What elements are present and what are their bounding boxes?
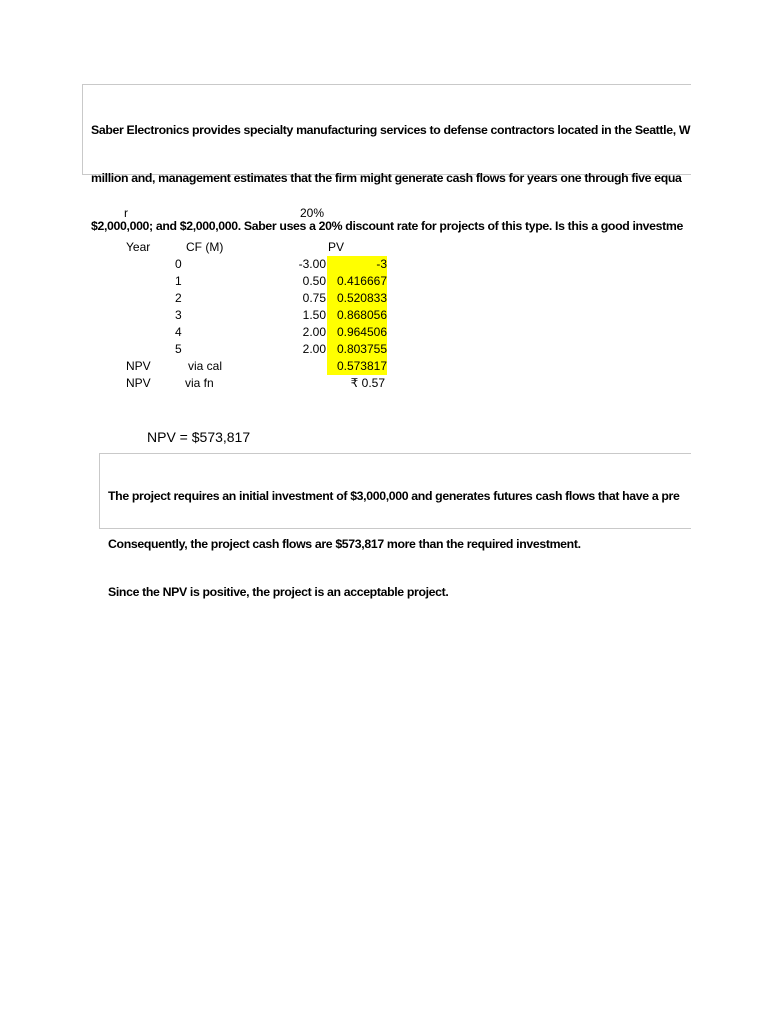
header-year: Year bbox=[126, 240, 151, 254]
npv-cal-value[interactable]: 0.573817 bbox=[327, 358, 387, 375]
problem-text-box[interactable] bbox=[82, 84, 691, 233]
answer-text-box[interactable] bbox=[99, 453, 691, 599]
problem-line-2: million and, management estimates that the firm might generate cash flows for years one through five equa bbox=[91, 171, 682, 185]
pv-cell[interactable]: 0.416667 bbox=[327, 273, 387, 290]
answer-line-3: Since the NPV is positive, the project is an acceptable project. bbox=[108, 585, 449, 599]
year-cell[interactable]: 4 bbox=[175, 325, 182, 339]
rate-value[interactable]: 20% bbox=[300, 206, 325, 220]
answer-line-2: Consequently, the project cash flows are $573,817 more than the required investment. bbox=[108, 537, 581, 551]
problem-line-1: Saber Electronics provides specialty manufacturing services to defense contractors located in the Seattle, W bbox=[91, 123, 691, 137]
cf-cell[interactable]: 0.75 bbox=[302, 291, 326, 305]
npv-cal-label: NPV bbox=[126, 359, 151, 373]
year-cell[interactable]: 5 bbox=[175, 342, 182, 356]
pv-cell[interactable]: 0.520833 bbox=[327, 290, 387, 307]
year-cell[interactable]: 3 bbox=[175, 308, 182, 322]
cf-cell[interactable]: 0.50 bbox=[302, 274, 326, 288]
header-cf: CF (M) bbox=[186, 240, 224, 254]
pv-cell[interactable]: 0.803755 bbox=[327, 341, 387, 358]
problem-line-3: $2,000,000; and $2,000,000. Saber uses a 20% discount rate for projects of this type. Is this a good investme bbox=[91, 219, 683, 233]
pv-cell[interactable]: -3 bbox=[327, 256, 387, 273]
answer-line-1: The project requires an initial investment of $3,000,000 and generates futures cash flows that have a pre bbox=[108, 489, 680, 503]
year-cell[interactable]: 1 bbox=[175, 274, 182, 288]
year-cell[interactable]: 2 bbox=[175, 291, 182, 305]
cf-cell[interactable]: 1.50 bbox=[302, 308, 326, 322]
cf-cell[interactable]: 2.00 bbox=[302, 325, 326, 339]
npv-fn-value[interactable]: ₹ 0.57 bbox=[350, 376, 385, 390]
npv-cal-method: via cal bbox=[188, 359, 223, 373]
rate-label: r bbox=[124, 206, 128, 220]
cf-cell[interactable]: 2.00 bbox=[302, 342, 326, 356]
npv-fn-label: NPV bbox=[126, 376, 151, 390]
npv-fn-method: via fn bbox=[185, 376, 214, 390]
cf-cell[interactable]: -3.00 bbox=[298, 257, 326, 271]
header-pv: PV bbox=[328, 240, 345, 254]
year-cell[interactable]: 0 bbox=[175, 257, 182, 271]
pv-cell[interactable]: 0.964506 bbox=[327, 324, 387, 341]
pv-cell[interactable]: 0.868056 bbox=[327, 307, 387, 324]
npv-headline: NPV = $573,817 bbox=[147, 429, 251, 445]
